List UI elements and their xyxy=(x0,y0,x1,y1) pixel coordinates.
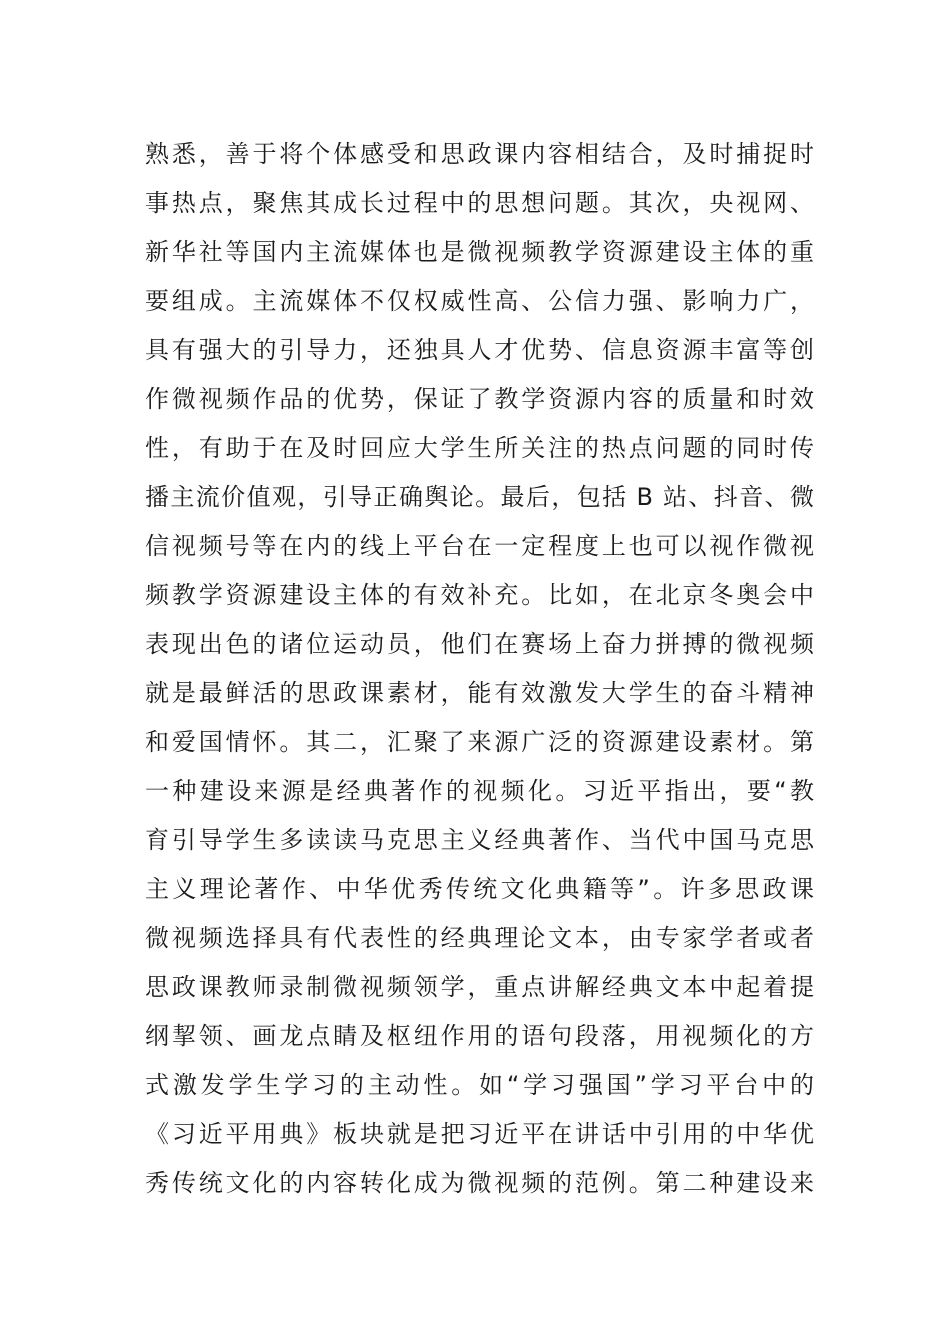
text-line: 作微视频作品的优势，保证了教学资源内容的质量和时效 xyxy=(145,385,815,413)
text-line: 播主流价值观，引导正确舆论。最后，包括 B 站、抖音、微 xyxy=(145,483,815,511)
text-line: 微视频选择具有代表性的经典理论文本，由专家学者或者 xyxy=(145,924,815,952)
text-line: 信视频号等在内的线上平台在一定程度上也可以视作微视 xyxy=(145,532,815,560)
body-text xyxy=(145,130,815,1208)
text-line: 思政课教师录制微视频领学，重点讲解经典文本中起着提 xyxy=(145,973,815,1001)
text-line: 性，有助于在及时回应大学生所关注的热点问题的同时传 xyxy=(145,434,815,462)
text-line: 具有强大的引导力，还独具人才优势、信息资源丰富等创 xyxy=(145,336,815,364)
text-line: 秀传统文化的内容转化成为微视频的范例。第二种建设来 xyxy=(145,1169,815,1197)
text-line: 式激发学生学习的主动性。如“学习强国”学习平台中的 xyxy=(145,1071,815,1099)
text-line: 主义理论著作、中华优秀传统文化典籍等”。许多思政课 xyxy=(145,875,815,903)
text-line: 频教学资源建设主体的有效补充。比如，在北京冬奥会中 xyxy=(145,581,815,609)
text-line: 要组成。主流媒体不仅权威性高、公信力强、影响力广， xyxy=(145,287,815,315)
text-line: 育引导学生多读读马克思主义经典著作、当代中国马克思 xyxy=(145,826,815,854)
text-line: 事热点，聚焦其成长过程中的思想问题。其次，央视网、 xyxy=(145,189,815,217)
text-line: 就是最鲜活的思政课素材，能有效激发大学生的奋斗精神 xyxy=(145,679,815,707)
text-line: 《习近平用典》板块就是把习近平在讲话中引用的中华优 xyxy=(145,1120,815,1148)
text-line: 和爱国情怀。其二，汇聚了来源广泛的资源建设素材。第 xyxy=(145,728,815,756)
text-line: 表现出色的诸位运动员，他们在赛场上奋力拼搏的微视频 xyxy=(145,630,815,658)
text-line: 熟悉，善于将个体感受和思政课内容相结合，及时捕捉时 xyxy=(145,140,815,168)
text-line: 新华社等国内主流媒体也是微视频教学资源建设主体的重 xyxy=(145,238,815,266)
text-line: 纲挈领、画龙点睛及枢纽作用的语句段落，用视频化的方 xyxy=(145,1022,815,1050)
text-line: 一种建设来源是经典著作的视频化。习近平指出，要“教 xyxy=(145,777,815,805)
